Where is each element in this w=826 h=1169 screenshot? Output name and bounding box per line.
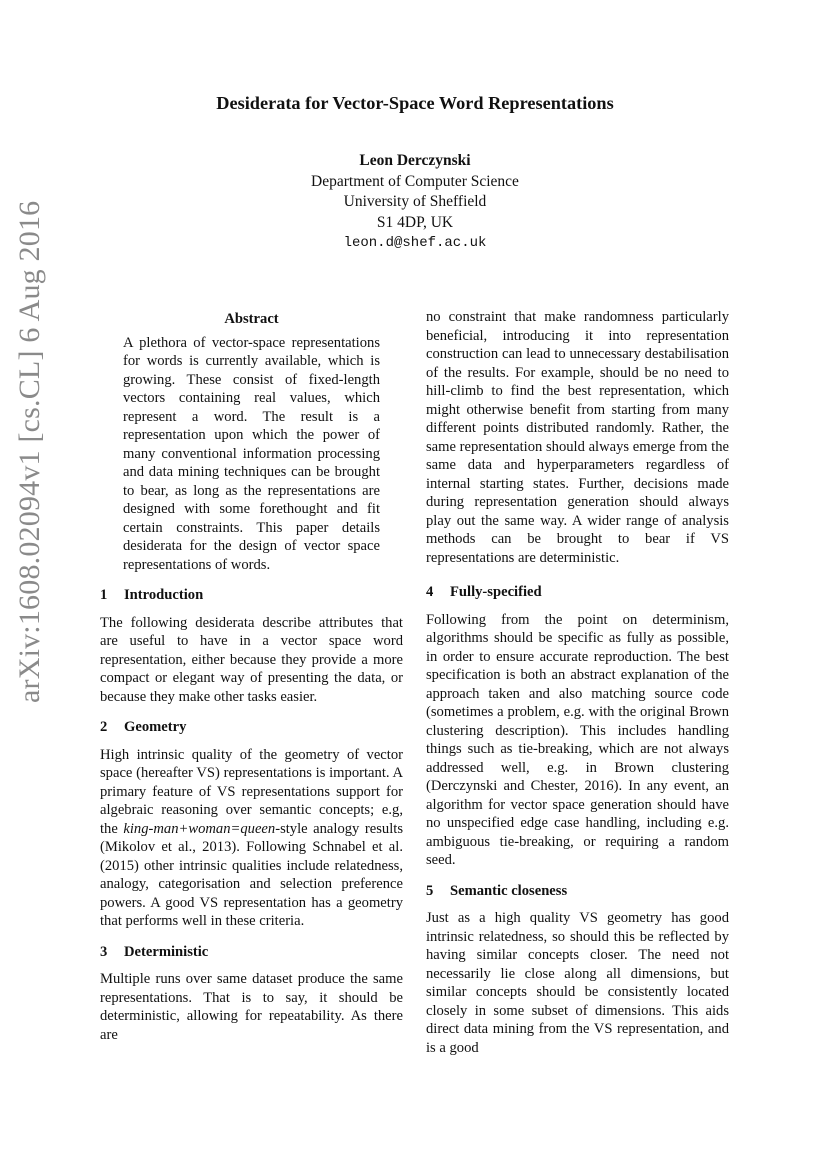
left-column [100, 308, 403, 1044]
section-heading-introduction [100, 586, 403, 605]
author-email: leon.d@shef.ac.uk [343, 235, 487, 251]
arxiv-identifier: arXiv:1608.02094v1 [cs.CL] 6 Aug 2016 [13, 200, 46, 703]
section-title: Semantic closeness [450, 882, 568, 899]
abstract-heading: Abstract [224, 311, 279, 327]
geometry-text-part: High intrinsic quality of the geometry of vector space (hereafter VS) representations is important. A primary feature of VS representations support for algebraic reasoning over semantic concepts; e.g, the [100, 746, 403, 837]
author-block [100, 151, 730, 254]
section-number: 3 [100, 943, 108, 960]
section-number: 2 [100, 719, 108, 735]
right-column [426, 308, 729, 1057]
analogy-example: king-man+woman=queen [123, 820, 276, 837]
paper-title: Desiderata for Vector-Space Word Representations [216, 93, 614, 113]
section-heading-fully-specified [426, 583, 729, 602]
fully-specified-text: Following from the point on determinism, algorithms should be specific as fully as possible, in order to ensure accurate reproduction. The best specification is both an abstract explanation of the approach taken and also matching source code (sometimes a problem, e.g. with the original Brown clustering description). This includes handling things such as tie-breaking, which are not always addressed well, e.g. in Brown clustering (Derczynski and Chester, 2016). In any event, an algorithm for vector space generation should have no unspecified edge case handling, including e.g. ambiguous tie-breaking, or requiring a random seed. [426, 611, 729, 868]
section-heading-geometry [100, 718, 403, 737]
geometry-text [100, 746, 403, 931]
section-title: Geometry [124, 719, 187, 735]
section-title: Introduction [124, 587, 204, 603]
geometry-text-part: -style analogy results (Mikolov et al., 2013). Following Schnabel et al. (2015) other intrinsic qualities include relatedness, analogy, categorisation and selection preference powers. A good VS representation has a geometry that performs well in these criteria. [100, 820, 403, 929]
section-number: 4 [426, 584, 434, 600]
section-heading-semantic-closeness [426, 882, 729, 901]
section-number: 5 [426, 882, 434, 899]
section-title: Fully-specified [450, 584, 542, 600]
introduction-text: The following desiderata describe attributes that are useful to have in a vector space word representation, either because they provide a more compact or elegant way of presenting the data, or because they make other tasks easier. [100, 614, 403, 705]
author-department: Department of Computer Science [311, 172, 519, 190]
section-title: Deterministic [124, 943, 209, 960]
author-postcode: S1 4DP, UK [376, 213, 454, 231]
deterministic-text: Multiple runs over same dataset produce the same representations. That is to say, it should be deterministic, allowing for repeatability. As there are [100, 971, 403, 1043]
author-name: Leon Derczynski [359, 152, 471, 169]
deterministic-text-continued: no constraint that make randomness particularly beneficial, introducing it into representation construction can lead to unnecessary destabilisation of the results. For example, should be no need to hill-climb to find the best representation, which might otherwise benefit from starting from many different points distributed randomly. Rather, the same representation should always emerge from the same data and hyperparameters regardless of internal starting states. Further, decisions made during representation generation should always play out the same way. A wider range of analysis methods can be brought to bear if VS representations are deterministic. [426, 309, 729, 566]
author-university: University of Sheffield [343, 193, 487, 210]
section-heading-deterministic [100, 943, 403, 962]
abstract-text: A plethora of vector-space representations for words is currently available, which is growing. These consist of fixed-length vectors containing real values, which represent a word. The result is a representation upon which the power of many conventional information processing and data mining techniques can be brought to bear, as long as the representations are designed with some forethought and fit certain constraints. This paper details desiderata for the design of vector space representations of words. [123, 334, 380, 573]
section-number: 1 [100, 587, 108, 603]
semantic-closeness-text: Just as a high quality VS geometry has good intrinsic relatedness, so should this be reflected by having similar concepts closer. The need not necessarily lie close along all dimensions, but similar concepts should be consistently located closely in some subset of dimensions. This aids direct data mining from the VS representation, and is a good [426, 910, 729, 1056]
